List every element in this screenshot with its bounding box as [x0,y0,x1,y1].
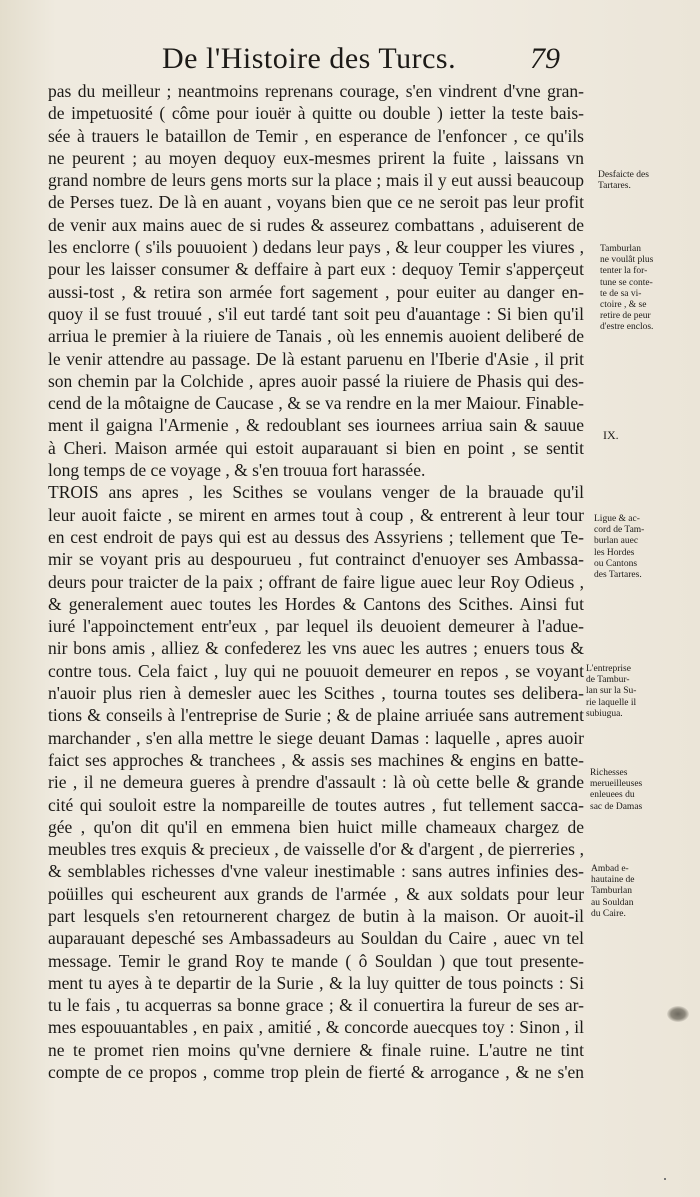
margin-note-line: te de sa vi- [600,288,642,299]
text-line: ment tu ayes à te departir de la Surie , & la luy quitter de tous poincts : Si [48,972,584,993]
margin-note-line: tune se conte- [600,277,653,288]
text-line: aussi-tost , & retira son armée fort sagement , pour euiter au danger en- [48,281,584,302]
margin-note-line: L'entreprise [586,664,631,674]
margin-note-line: Tamburlan [600,244,642,254]
text-line: faict ses approches & tranchees , & assis ses machines & engins en batte- [48,749,584,770]
text-line: rie , il ne demeura gueres à prendre d'assault : là où cette belle & grande [48,772,584,793]
text-line: en cest endroit de pays qui est au dessus des Assyriens ; tellement que Te- [48,526,584,547]
margin-note-line: des Tartares. [594,570,642,581]
text-line: arriua le premier à la riuiere de Tanais , où les ennemis auoient deliberé de [48,326,584,347]
margin-note-line: tenter la for- [600,266,648,277]
margin-note-line: sac de Damas [590,801,643,812]
text-line: & semblables richesses d'vne valeur inestimable : sans autres infinies des- [48,861,584,882]
margin-note-line: merueilleuses [590,779,643,790]
text-line: deurs pour traicter de la paix ; offrant de faire ligue auec leur Roy Odieus , [48,571,584,592]
margin-note-line: du Caire. [591,908,626,919]
text-line: cité qui souloit estre la nompareille de toutes autres , fut tellement sacca- [48,794,584,815]
margin-note-line: lan sur la Su- [586,686,637,697]
text-line: compte de ce propos , comme trop plein de fierté & arrogance , & ne s'en [48,1062,584,1083]
text-line: meubles tres exquis & precieux , de vaisselle d'or & d'argent , de pierreries , [48,839,584,860]
text-line: poüilles qui escheurent aux grands de l'armée , & aux soldats pour leur [48,883,584,904]
text-line: sée à trauers le bataillon de Temir , en esperance de l'enfoncer , ce qu'ils [48,125,584,146]
text-line: de venir aux mains auec de si rudes & asseurez combattans , aduiserent de [48,214,584,235]
margin-note-defeat [598,170,688,192]
ink-blot [667,1006,689,1022]
text-line: mir se voyant pris au despourueu , fut contrainct d'enuoyer ses Ambassa- [48,549,584,570]
margin-note-riches [590,768,680,813]
text-line: ne te promet rien moins qu'vne derniere & finale ruine. L'autre ne tint [48,1039,584,1060]
text-line: ment il gaigna l'Armenie , & redoublant ses iournees arriua sain & sauue [48,415,584,436]
margin-note-line: cord de Tam- [594,525,645,536]
text-line: son chemin par la Colchide , apres auoir passé la riuiere de Phasis qui des- [48,370,584,391]
text-line: long temps de ce voyage , & s'en trouua fort harassée. [48,460,426,481]
text-line: message. Temir le grand Roy te mande ( ô Souldan ) que tout presente- [48,950,584,971]
margin-note-line: enleuees du [590,790,635,801]
page-header [0,40,700,80]
text-line: & generalement auec toutes les Hordes & Cantons des Scithes. Ainsi fut [48,593,584,614]
text-line: ne peurent ; au moyen dequoy eux-mesmes prirent la fuite , laissans vn [48,147,584,168]
page-number: 79 [530,42,560,75]
section-number: IX. [603,428,619,442]
text-line: TROIS ans apres , les Scithes se voulans venger de la brauade qu'il [48,482,584,503]
text-line: mes espouuantables , en paix , amitié , & concorde auecques toy : Sinon , il [48,1017,584,1038]
text-line: nir bons amis , alliez & confederez les vns auec les autres ; enuers tous & [48,638,584,659]
text-line: tu le fais , tu acquerras sa bonne grace ; & il conuertira la fureur de ses ar- [48,995,584,1016]
text-line: part lesquels s'en retournerent chargez de butin à la maison. Or auoit-il [48,905,584,926]
margin-note-league [594,514,684,581]
margin-note-retreat [600,244,690,334]
text-line: auparauant depesché ses Ambassadeurs au Souldan du Caire , auec vn tel [48,928,584,949]
margin-note-line: Desfaicte des [598,170,649,180]
text-line: tions & conseils à l'entreprise de Surie ; & de plaine arriuée sans autrement [48,705,584,726]
main-text-block [48,80,584,1083]
margin-note-line: Tartares. [598,181,631,192]
margin-note-line: hautaine de [591,875,635,886]
text-line: marchander , s'en alla mettre le siege deuant Damas : laquelle , apres auoir [48,727,584,748]
text-line: leur auoit faicte , se mirent en armes tout à coup , & entrerent à leur tour [48,504,584,525]
margin-note-line: ou Cantons [594,558,638,569]
text-line: de impetuosité ( côme pour iouër à quitte ou double ) ietter la teste bais- [48,103,584,124]
margin-note-syria [586,664,676,720]
text-line: quoy il se fust trouué , s'il eut tardé tant soit peu d'auantage : Si bien qu'il [48,303,584,324]
margin-note-line: les Hordes [594,547,635,558]
margin-note-line: d'estre enclos. [600,322,654,333]
text-line: à Cheri. Maison armée qui estoit auparauant si bien en point , se sentit [48,437,584,458]
text-line: pour les laisser consumer & deffaire à part eux : dequoy Temir s'apperçeut [48,259,584,280]
margin-note-line: Ambad e- [591,864,629,874]
paper-speck [664,1178,666,1180]
text-line: de Perses tuez. De là en auant , voyans bien que ce ne seroit pas leur profit [48,192,584,213]
margin-note-line: rie laquelle il [586,697,637,708]
text-line: cend de la môtaigne de Caucase , & se va rendre en la mer Maiour. Finable- [48,393,584,414]
text-line: contre tous. Cela faict , luy qui ne pouuoit demeurer en repos , se voyant [48,660,584,681]
text-line: pas du meilleur ; neantmoins reprenans courage, s'en vindrent d'vne gran- [48,81,584,101]
margin-note-embassy [591,864,681,920]
text-line: iuré l'appoinctement entr'eux , par lequel ils deuoient demeurer à l'adue- [48,616,584,637]
text-line: grand nombre de leurs gens morts sur la place ; mais il y eut aussi beaucoup [48,170,584,191]
margin-note-line: de Tambur- [586,675,630,686]
running-title: De l'Histoire des Turcs. [162,42,457,75]
margin-note-line: retire de peur [600,311,651,322]
margin-note-line: Richesses [590,768,628,778]
margin-note-line: Tamburlan [591,886,633,897]
text-line: gée , qu'on dit qu'il en emmena bien huict mille chameaux chargez de [48,816,584,837]
text-line: n'auoir plus rien à demesler auec les Scithes , tourna toutes ses delibera- [48,683,584,704]
text-line: les enclorre ( s'ils pouuoient ) dedans leur pays , & leur coupper les viures , [48,237,584,258]
text-line: le venir attendre au passage. De là estant paruenu en l'Iberie d'Asie , il prit [48,348,584,369]
margin-note-line: Ligue & ac- [594,514,640,524]
margin-note-line: ctoire , & se [600,300,647,311]
margin-note-line: au Souldan [591,897,634,908]
margin-note-line: subiugua. [586,708,623,719]
margin-note-line: burlan auec [594,536,639,547]
margin-note-line: ne voulât plus [600,255,654,266]
